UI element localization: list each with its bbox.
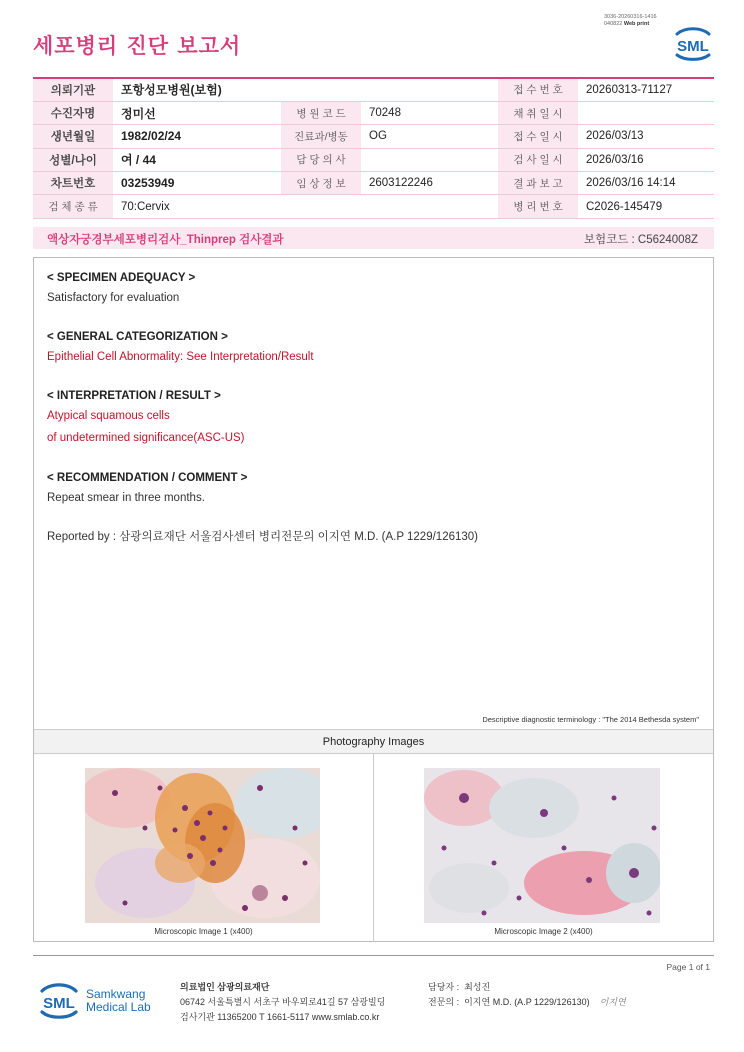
print-info-line1: 3036-20260316-1416 <box>604 14 657 20</box>
info-label: 진료과/병동 <box>281 125 361 148</box>
info-value: 포항성모병원(보험) <box>113 78 281 101</box>
info-row <box>33 172 714 195</box>
section-text: Repeat smear in three months. <box>47 492 205 504</box>
print-info <box>604 14 657 28</box>
info-value <box>361 78 498 101</box>
section-text: of undetermined significance(ASC-US) <box>47 432 245 444</box>
info-label: 담 당 의 사 <box>281 148 361 171</box>
section-heading: < SPECIMEN ADEQUACY > <box>47 272 196 284</box>
result-box <box>33 257 714 942</box>
info-label: 생년월일 <box>33 125 113 148</box>
microscopic-image-1 <box>85 768 320 923</box>
info-row <box>33 78 714 101</box>
info-label: 성별/나이 <box>33 148 113 171</box>
exam-title-bar <box>33 227 714 249</box>
footer-staff <box>428 980 626 1011</box>
org-contact: 검사기관 11365200 T 1661-5117 www.smlab.co.kr <box>180 1012 380 1022</box>
specimen-adequacy-section <box>47 272 195 304</box>
info-value: 2026/03/13 <box>578 125 714 148</box>
print-info-line2: 040822 Web print <box>604 21 650 27</box>
info-value: 2603122246 <box>361 172 498 195</box>
info-label: 차트번호 <box>33 172 113 195</box>
info-value <box>281 195 361 218</box>
interpretation-section <box>47 390 245 449</box>
info-row <box>33 101 714 124</box>
terminology-note: Descriptive diagnostic terminology : "The 2014 Bethesda system" <box>482 715 699 724</box>
footer-divider <box>33 955 714 956</box>
section-heading: < INTERPRETATION / RESULT > <box>47 390 221 402</box>
exam-name: 액상자궁경부세포병리검사_Thinprep 검사결과 <box>47 234 284 246</box>
info-label: 채 취 일 시 <box>498 101 578 124</box>
info-label: 수진자명 <box>33 101 113 124</box>
info-value <box>281 78 361 101</box>
svg-text:SML: SML <box>43 995 75 1012</box>
info-value: 2026/03/16 <box>578 148 714 171</box>
general-categorization-section <box>47 331 314 363</box>
brand-line1: Samkwang <box>86 987 146 1001</box>
info-label: 임 상 정 보 <box>281 172 361 195</box>
info-value: C2026-145479 <box>578 195 714 218</box>
info-label: 접 수 일 시 <box>498 125 578 148</box>
section-text: Satisfactory for evaluation <box>47 292 180 304</box>
info-value: OG <box>361 125 498 148</box>
info-label: 병 리 번 호 <box>498 195 578 218</box>
brand-line2: Medical Lab <box>86 1000 151 1014</box>
info-row <box>33 148 714 171</box>
section-heading: < GENERAL CATEGORIZATION > <box>47 331 228 343</box>
footer-brand <box>86 988 151 1014</box>
info-label: 결 과 보 고 <box>498 172 578 195</box>
page-number: Page 1 of 1 <box>666 962 710 972</box>
info-value: 1982/02/24 <box>113 125 281 148</box>
section-text: Epithelial Cell Abnormality: See Interpretation/Result <box>47 351 314 363</box>
sml-logo <box>671 24 715 64</box>
org-address: 06742 서울특별시 서초구 바우뫼로41길 57 삼광빌딩 <box>180 997 386 1007</box>
photo-divider <box>373 754 374 942</box>
info-label: 의뢰기관 <box>33 78 113 101</box>
info-row <box>33 195 714 218</box>
info-label: 병 원 코 드 <box>281 101 361 124</box>
info-value: 70248 <box>361 101 498 124</box>
staff-line: 담당자 : 최성진 <box>428 982 491 992</box>
microscopic-image-2 <box>424 768 660 923</box>
specialist-line: 전문의 : 이지연 M.D. (A.P 1229/126130) 이지연 <box>428 997 626 1008</box>
image-caption-2: Microscopic Image 2 (x400) <box>494 927 593 936</box>
info-value <box>361 195 498 218</box>
info-value: 03253949 <box>113 172 281 195</box>
info-row <box>33 125 714 148</box>
footer-sml-logo <box>37 980 81 1027</box>
image-caption-1: Microscopic Image 1 (x400) <box>154 927 253 936</box>
svg-text:SML: SML <box>677 38 709 55</box>
info-value: 정미선 <box>113 101 281 124</box>
info-label: 검 사 일 시 <box>498 148 578 171</box>
info-value <box>361 148 498 171</box>
reported-by: Reported by : 삼광의료재단 서울검사센터 병리전문의 이지연 M.D. (A.P 1229/126130) <box>47 531 478 543</box>
specialist-signature: 이지연 <box>599 998 626 1008</box>
photography-header: Photography Images <box>34 729 713 754</box>
info-value <box>578 101 714 124</box>
section-text: Atypical squamous cells <box>47 410 170 422</box>
info-label: 검 체 종 류 <box>33 195 113 218</box>
insurance-code: 보험코드 : C5624008Z <box>583 234 698 246</box>
info-value: 20260313-71127 <box>578 78 714 101</box>
page-title: 세포병리 진단 보고서 <box>33 34 242 58</box>
info-label: 접 수 번 호 <box>498 78 578 101</box>
recommendation-section <box>47 472 247 504</box>
org-name: 의료법인 삼광의료재단 <box>180 982 270 992</box>
info-value: 70:Cervix <box>113 195 281 218</box>
section-heading: < RECOMMENDATION / COMMENT > <box>47 472 248 484</box>
info-value: 2026/03/16 14:14 <box>578 172 714 195</box>
footer-organization <box>180 980 385 1025</box>
info-value: 여 / 44 <box>113 148 281 171</box>
patient-info-table <box>33 77 714 219</box>
